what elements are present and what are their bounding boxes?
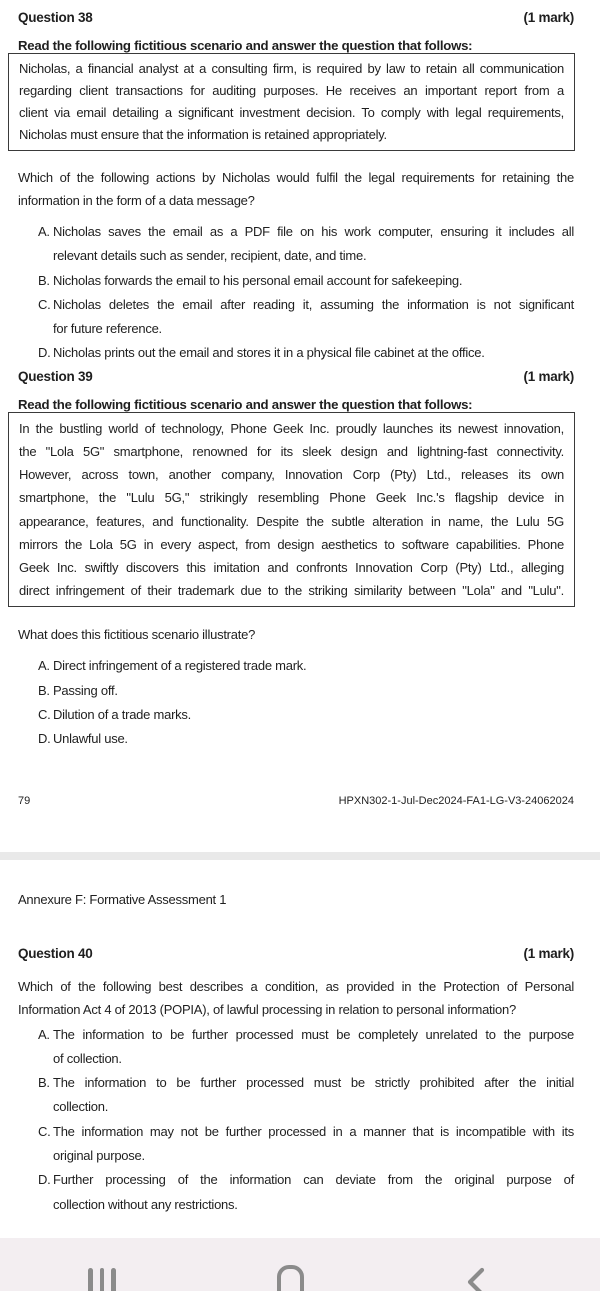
question-39-header xyxy=(18,369,574,385)
option-text-line: Nicholas deletes the email after reading it, assuming the information is not significant xyxy=(53,296,574,312)
option-letter: C. xyxy=(38,296,51,312)
options-q38 xyxy=(18,220,574,366)
page-number: 79 xyxy=(18,794,31,807)
option-b xyxy=(18,1071,574,1120)
scenario-line: client via email detailing a significant investment decision. To comply with legal requirements, xyxy=(19,105,564,120)
option-text-line: Nicholas forwards the email to his personal email account for safekeeping. xyxy=(53,272,463,288)
option-letter: A. xyxy=(38,224,50,239)
option-text-line: The information may not be further processed in a manner that is incompatible with its xyxy=(53,1123,574,1139)
option-text-line: Direct infringement of a registered trade mark. xyxy=(53,658,307,674)
option-text-line: Passing off. xyxy=(53,682,118,698)
option-text-line: relevant details such as sender, recipient, date, and time. xyxy=(53,248,367,264)
option-d xyxy=(18,341,574,365)
question-text-q39: What does this fictitious scenario illustrate? xyxy=(18,627,256,643)
annexure-title: Annexure F: Formative Assessment 1 xyxy=(18,891,227,907)
option-letter: B. xyxy=(38,1075,50,1091)
page-gap-divider xyxy=(0,852,600,860)
option-text-line: of collection. xyxy=(53,1050,122,1066)
option-text-line: Further processing of the information can deviate from the original purpose of xyxy=(53,1172,574,1188)
question-marks: (1 mark) xyxy=(523,368,574,384)
option-b xyxy=(18,679,574,703)
option-letter: A. xyxy=(38,1026,50,1042)
scenario-line: In the bustling world of technology, Phone Geek Inc. proudly launches its newest innovation, xyxy=(19,420,564,436)
question-marks: (1 mark) xyxy=(523,945,574,961)
option-letter: D. xyxy=(38,1172,51,1188)
option-letter: A. xyxy=(38,658,50,674)
option-a xyxy=(18,1023,574,1072)
pdf-page-80 xyxy=(0,860,600,1217)
scenario-box-q38 xyxy=(8,53,575,151)
home-icon[interactable] xyxy=(277,1265,304,1291)
instruction-line: Read the following fictitious scenario and answer the question that follows: xyxy=(18,38,473,53)
scenario-line: regarding client transactions for auditing purposes. He receives an important report from a xyxy=(19,83,564,98)
option-text-line: original purpose. xyxy=(53,1148,145,1164)
scenario-line: Nicholas must ensure that the information is retained appropriately. xyxy=(19,127,387,142)
scenario-line: However, across town, another company, Innovation Corp (Pty) Ltd., releases its own xyxy=(19,467,564,483)
option-a xyxy=(18,220,574,269)
option-text-line: for future reference. xyxy=(53,321,162,337)
recents-icon[interactable] xyxy=(88,1268,116,1291)
question-text-line: Which of the following actions by Nicholas would fulfil the legal requirements for retaining the xyxy=(18,170,574,185)
option-c xyxy=(18,293,574,342)
option-letter: B. xyxy=(38,682,50,698)
question-number: Question 40 xyxy=(18,945,93,961)
question-text-q40 xyxy=(18,975,574,1021)
scenario-line: Geek Inc. swiftly discovers this imitation and confronts Innovation Corp (Pty) Ltd., alleging xyxy=(19,560,564,575)
option-text-line: Nicholas prints out the email and stores it in a physical file cabinet at the office. xyxy=(53,345,485,361)
instruction-line: Read the following fictitious scenario and answer the question that follows: xyxy=(18,396,473,412)
scenario-line: mirrors the Lola 5G in every aspect, from design aesthetics to software capabilities. Phone xyxy=(19,536,564,552)
option-d xyxy=(18,727,574,751)
option-letter: D. xyxy=(38,345,51,361)
option-c xyxy=(18,703,574,727)
option-text-line: collection without any restrictions. xyxy=(53,1196,238,1212)
question-text-line: Which of the following best describes a condition, as provided in the Protection of Personal xyxy=(18,978,574,994)
question-40-header xyxy=(18,946,574,962)
option-b xyxy=(18,269,574,293)
back-icon[interactable] xyxy=(466,1267,486,1291)
option-d xyxy=(18,1168,574,1217)
scenario-line: direct infringement of their trademark due to the striking similarity between "Lola" and "Lulu". xyxy=(19,583,564,599)
scenario-box-q39 xyxy=(8,412,575,608)
option-text-line: collection. xyxy=(53,1099,109,1115)
option-letter: D. xyxy=(38,731,51,747)
option-c xyxy=(18,1120,574,1169)
scenario-line: appearance, features, and functionality. Despite the subtle alteration in name, the Lulu 5G xyxy=(19,513,564,529)
option-letter: B. xyxy=(38,272,50,288)
page-footer xyxy=(18,794,574,808)
option-text-line: The information to be further processed must be strictly prohibited after the initial xyxy=(53,1075,574,1091)
option-letter: C. xyxy=(38,707,51,722)
android-navigation-bar xyxy=(0,1238,600,1291)
scenario-line: smartphone, the "Lulu 5G," strikingly resembling Phone Geek Inc.'s flagship device in xyxy=(19,490,564,506)
options-q39 xyxy=(18,654,574,751)
question-38-header xyxy=(18,0,574,26)
question-number: Question 39 xyxy=(18,368,93,384)
option-text-line: Dilution of a trade marks. xyxy=(53,707,192,722)
question-marks: (1 mark) xyxy=(523,10,574,25)
doc-code: HPXN302-1-Jul-Dec2024-FA1-LG-V3-24062024 xyxy=(338,794,574,807)
question-number: Question 38 xyxy=(18,10,93,25)
option-text-line: Nicholas saves the email as a PDF file on his work computer, ensuring it includes all xyxy=(53,224,574,239)
scenario-line: Nicholas, a financial analyst at a consulting firm, is required by law to retain all communication xyxy=(19,61,564,76)
scenario-line: the "Lola 5G" smartphone, renowned for its sleek design and lightning-fast connectivity. xyxy=(19,443,564,459)
question-text-line: Information Act 4 of 2013 (POPIA), of lawful processing in relation to personal information? xyxy=(18,1001,516,1017)
options-q40 xyxy=(18,1023,574,1217)
option-text-line: Unlawful use. xyxy=(53,731,128,747)
question-text-line: information in the form of a data message? xyxy=(18,193,255,208)
option-text-line: The information to be further processed must be completely unrelated to the purpose xyxy=(53,1026,574,1042)
question-text-q38 xyxy=(18,166,574,212)
option-a xyxy=(18,654,574,678)
option-letter: C. xyxy=(38,1123,51,1139)
